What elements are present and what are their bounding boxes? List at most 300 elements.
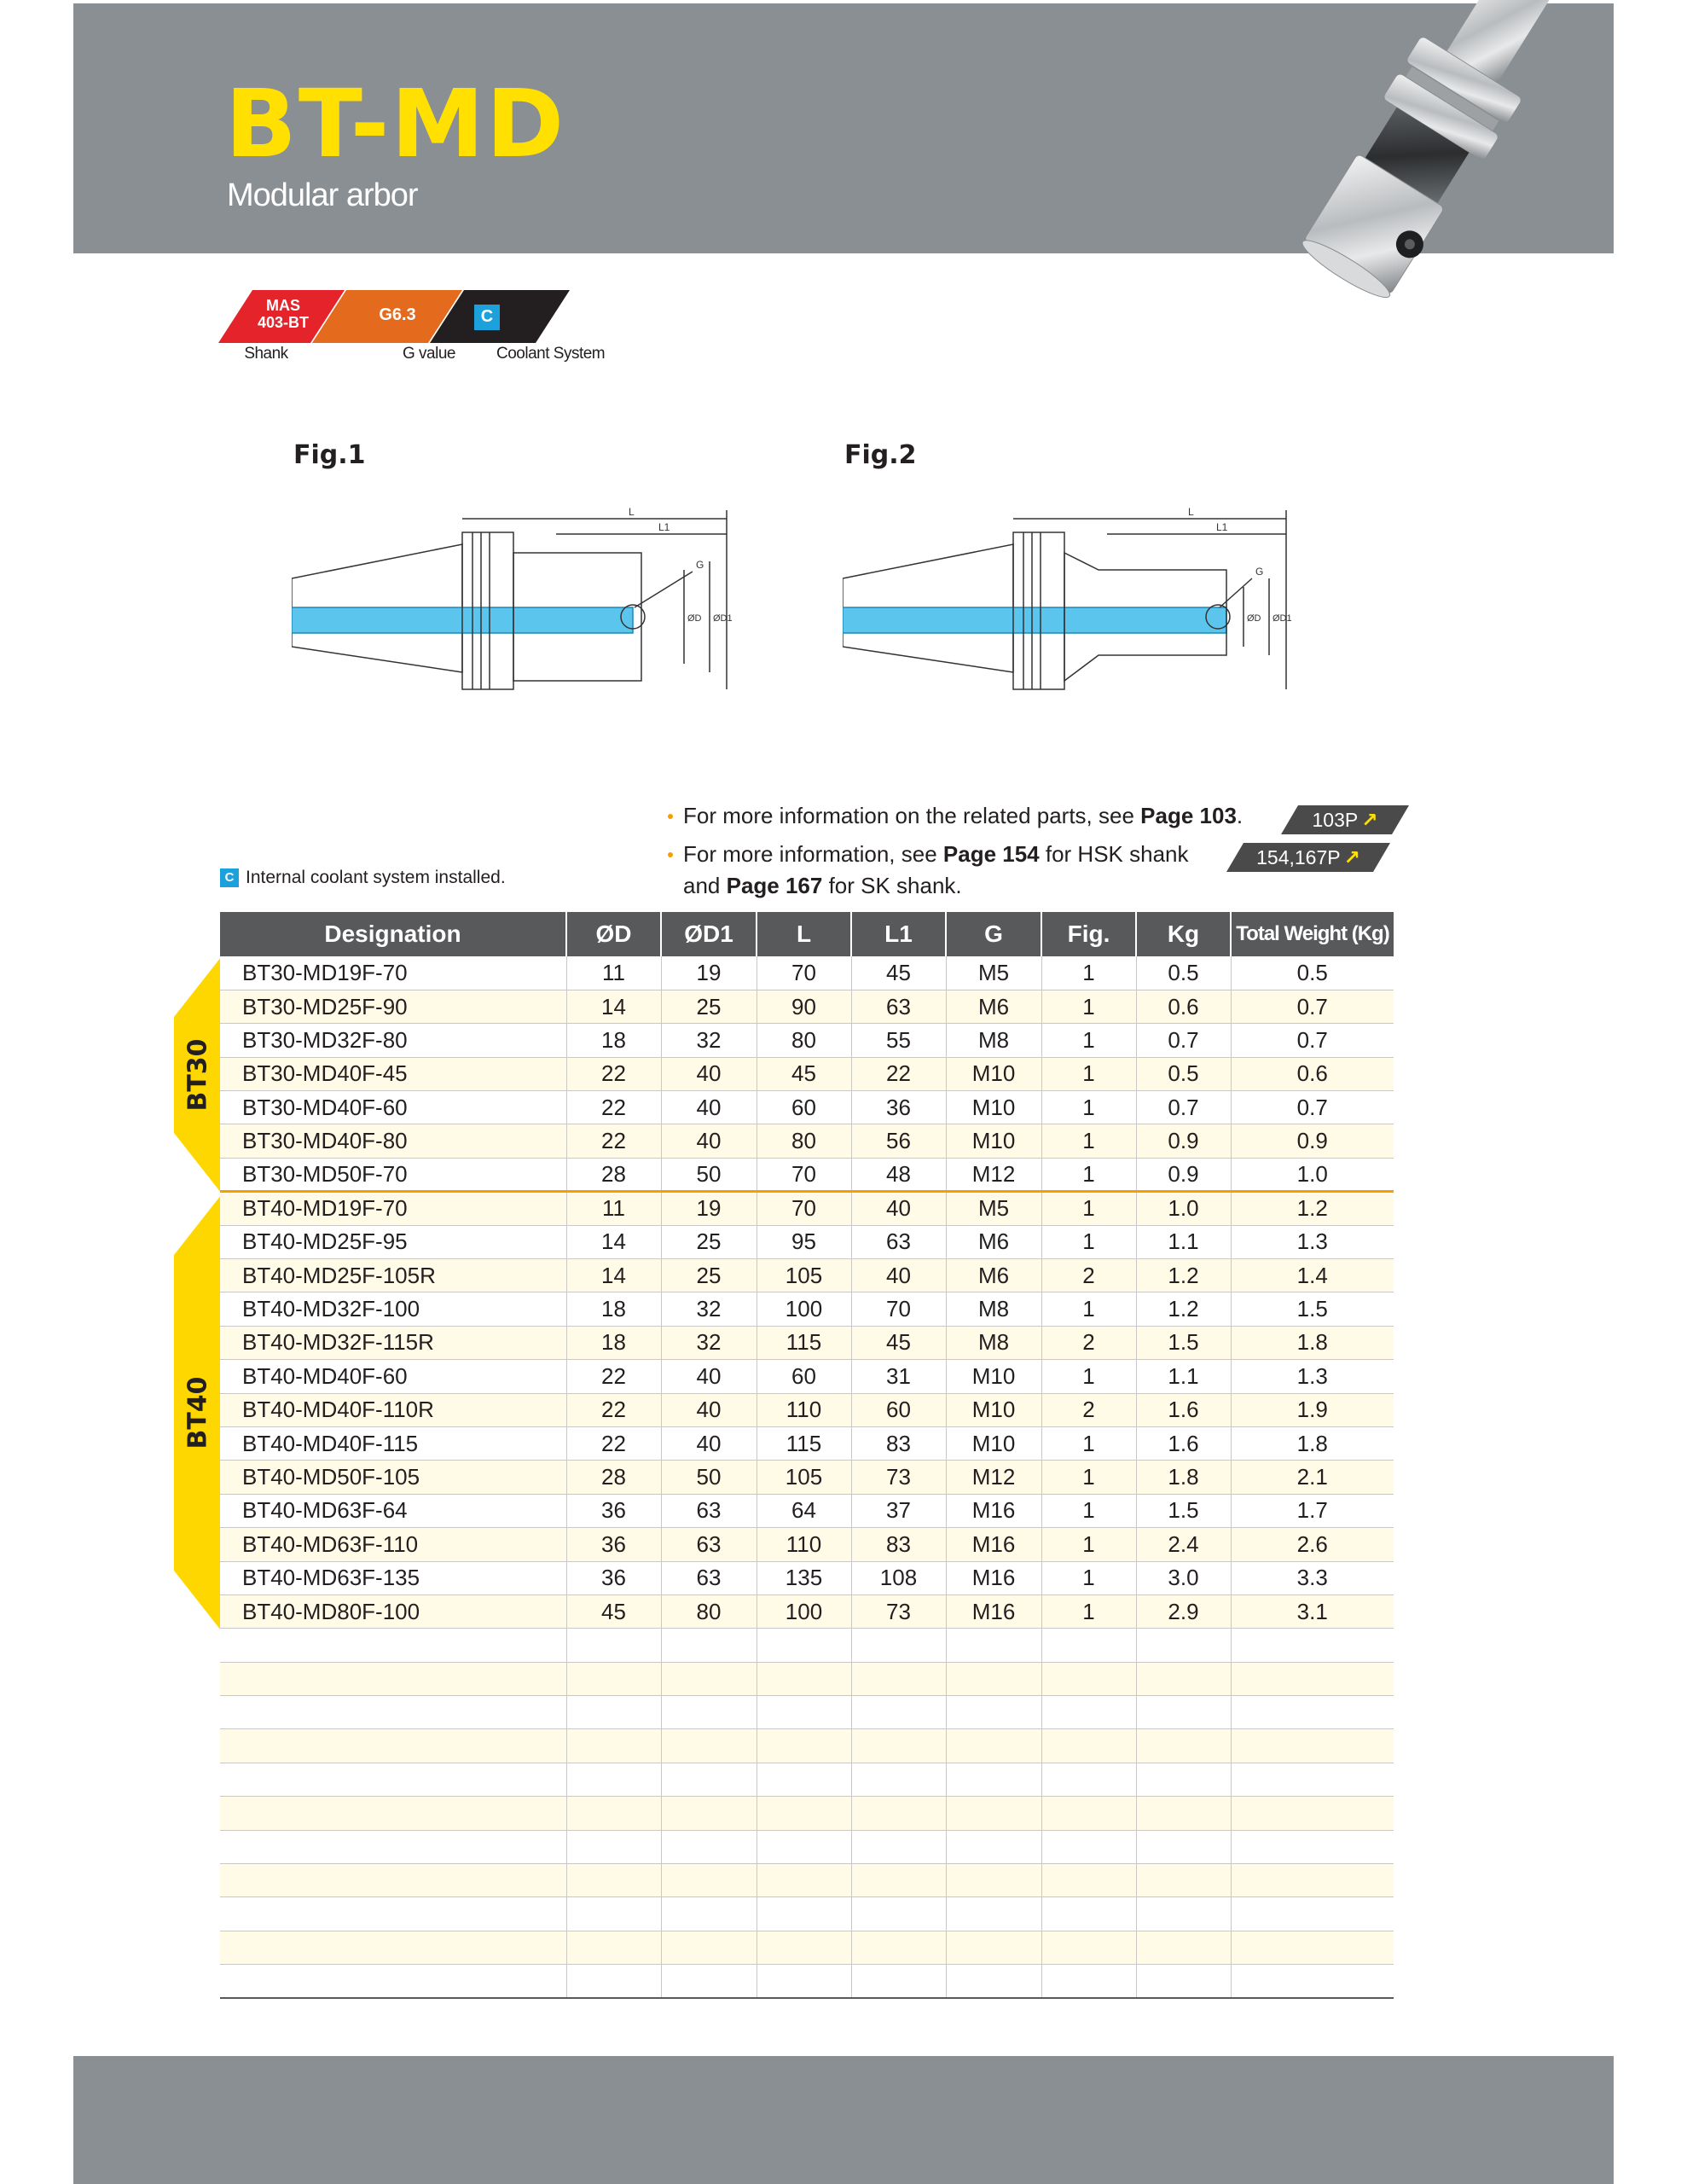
table-cell-empty [851, 1897, 946, 1931]
table-cell-empty [566, 1931, 661, 1964]
col-header-g: G [946, 912, 1041, 956]
table-cell-empty [1041, 1830, 1136, 1863]
table-cell: 1.5 [1136, 1326, 1231, 1359]
table-cell-empty [1231, 1965, 1394, 1998]
table-cell-empty [220, 1763, 566, 1796]
col-header-fig: Fig. [1041, 912, 1136, 956]
table-cell: 2.9 [1136, 1594, 1231, 1628]
table-cell: 3.3 [1231, 1561, 1394, 1594]
table-cell-empty [1041, 1931, 1136, 1964]
page-103-ref: Page 103 [1140, 803, 1237, 828]
table-cell-empty [757, 1729, 851, 1763]
table-cell-empty [1041, 1864, 1136, 1897]
table-cell-empty [757, 1864, 851, 1897]
table-cell: 32 [661, 1024, 757, 1057]
table-cell: 1 [1041, 1494, 1136, 1527]
page-tag-154-167[interactable]: 154,167P ↗ [1226, 843, 1390, 872]
table-cell: 22 [566, 1360, 661, 1393]
table-cell: 48 [851, 1158, 946, 1191]
table-cell-empty [946, 1931, 1041, 1964]
table-cell-empty [1041, 1763, 1136, 1796]
table-cell: 110 [757, 1528, 851, 1561]
table-cell-empty [1041, 1797, 1136, 1830]
table-cell: 63 [851, 990, 946, 1023]
table-cell-empty [1136, 1897, 1231, 1931]
table-cell-empty [1231, 1763, 1394, 1796]
table-cell-empty [566, 1864, 661, 1897]
table-cell: 2 [1041, 1259, 1136, 1292]
table-cell-empty [851, 1696, 946, 1729]
table-cell: 1.0 [1136, 1192, 1231, 1225]
table-cell: 2.6 [1231, 1528, 1394, 1561]
fig1-drawing [292, 502, 769, 715]
coolant-badge-text: C [480, 307, 494, 326]
table-cell-empty [566, 1662, 661, 1695]
table-cell: M5 [946, 956, 1041, 990]
group-tab-bt30: BT30 [174, 957, 222, 1193]
svg-text:ØD: ØD [1247, 613, 1261, 624]
table-cell-empty [566, 1830, 661, 1863]
table-cell: 80 [757, 1124, 851, 1158]
table-cell: 25 [661, 1259, 757, 1292]
table-cell-empty [566, 1696, 661, 1729]
table-cell: 14 [566, 990, 661, 1023]
table-cell: 1.4 [1231, 1259, 1394, 1292]
table-cell: M10 [946, 1057, 1041, 1090]
page-subtitle: Modular arbor [227, 177, 418, 213]
table-cell-empty [220, 1696, 566, 1729]
col-header-total-weight: Total Weight (Kg) [1231, 912, 1394, 956]
table-cell-empty [1136, 1696, 1231, 1729]
table-cell: 40 [661, 1124, 757, 1158]
table-cell-empty [566, 1897, 661, 1931]
col-header-od: ØD [566, 912, 661, 956]
table-cell: 40 [661, 1057, 757, 1090]
table-row-empty [220, 1763, 1394, 1796]
svg-text:G: G [696, 559, 704, 571]
table-cell: 63 [661, 1528, 757, 1561]
table-cell: 28 [566, 1461, 661, 1494]
table-row-empty [220, 1897, 1394, 1931]
table-cell-empty [1231, 1931, 1394, 1964]
spec-table [220, 912, 1394, 1999]
svg-text:G: G [1255, 566, 1264, 578]
g-value-badge-text: G6.3 [379, 305, 416, 324]
table-cell: 1.5 [1136, 1494, 1231, 1527]
table-cell-empty [851, 1662, 946, 1695]
table-row [220, 1461, 1394, 1494]
table-cell: BT30-MD19F-70 [220, 956, 566, 990]
product-image [1232, 0, 1573, 358]
table-cell: 80 [661, 1594, 757, 1628]
table-cell: BT40-MD63F-110 [220, 1528, 566, 1561]
table-cell: 63 [661, 1561, 757, 1594]
table-cell-empty [1041, 1965, 1136, 1998]
table-row [220, 1124, 1394, 1158]
table-row-empty [220, 1729, 1394, 1763]
table-cell: M16 [946, 1528, 1041, 1561]
table-cell: 63 [661, 1494, 757, 1527]
table-cell: 11 [566, 956, 661, 990]
table-cell-empty [851, 1763, 946, 1796]
table-cell: 1 [1041, 1225, 1136, 1258]
table-cell-empty [757, 1965, 851, 1998]
table-cell-empty [1231, 1662, 1394, 1695]
table-cell: 2.1 [1231, 1461, 1394, 1494]
table-cell-empty [1041, 1729, 1136, 1763]
table-cell: M6 [946, 1225, 1041, 1258]
table-cell-empty [1136, 1763, 1231, 1796]
table-row-empty [220, 1797, 1394, 1830]
table-cell: BT40-MD19F-70 [220, 1192, 566, 1225]
table-cell: 36 [566, 1528, 661, 1561]
fig2-drawing [843, 502, 1320, 715]
table-cell: BT30-MD25F-90 [220, 990, 566, 1023]
note-shank-pages: For more information, see Page 154 for HSK shank and Page 167 for SK shank. [666, 839, 1314, 902]
table-cell: 95 [757, 1225, 851, 1258]
table-cell: 1.8 [1136, 1461, 1231, 1494]
page-title: BT-MD [225, 69, 566, 178]
table-cell: 19 [661, 956, 757, 990]
table-cell: 36 [566, 1561, 661, 1594]
table-cell: 2 [1041, 1326, 1136, 1359]
table-cell-empty [661, 1897, 757, 1931]
table-cell: 1.3 [1231, 1225, 1394, 1258]
arrow-up-right-icon: ↗ [1343, 846, 1360, 868]
table-cell: 2.4 [1136, 1528, 1231, 1561]
table-cell: 63 [851, 1225, 946, 1258]
table-cell: M10 [946, 1393, 1041, 1426]
table-cell: M10 [946, 1124, 1041, 1158]
table-cell: 22 [851, 1057, 946, 1090]
table-cell: 37 [851, 1494, 946, 1527]
table-cell-empty [946, 1763, 1041, 1796]
table-cell-empty [757, 1897, 851, 1931]
table-cell-empty [851, 1965, 946, 1998]
table-cell: 108 [851, 1561, 946, 1594]
table-cell: 0.7 [1136, 1091, 1231, 1124]
table-cell-empty [946, 1729, 1041, 1763]
table-cell: 22 [566, 1091, 661, 1124]
table-cell: 1 [1041, 1528, 1136, 1561]
spec-badges [218, 290, 662, 375]
table-row [220, 1326, 1394, 1359]
table-cell: 25 [661, 1225, 757, 1258]
table-cell: 40 [661, 1426, 757, 1460]
table-row [220, 956, 1394, 990]
table-cell-empty [566, 1965, 661, 1998]
table-cell-empty [946, 1965, 1041, 1998]
table-cell-empty [220, 1797, 566, 1830]
table-cell: 3.1 [1231, 1594, 1394, 1628]
reference-notes [666, 800, 1314, 902]
table-cell: 83 [851, 1528, 946, 1561]
table-cell-empty [1136, 1629, 1231, 1662]
table-row [220, 1192, 1394, 1225]
svg-text:L1: L1 [1216, 521, 1228, 533]
table-cell: M8 [946, 1326, 1041, 1359]
table-cell: 1 [1041, 1057, 1136, 1090]
table-cell: 1.1 [1136, 1360, 1231, 1393]
table-cell: 105 [757, 1259, 851, 1292]
table-cell: 0.9 [1231, 1124, 1394, 1158]
table-row [220, 1393, 1394, 1426]
table-cell: BT40-MD32F-100 [220, 1292, 566, 1326]
table-cell: 45 [566, 1594, 661, 1628]
table-cell-empty [757, 1696, 851, 1729]
table-cell: 70 [757, 1192, 851, 1225]
table-cell: 25 [661, 990, 757, 1023]
table-row-empty [220, 1662, 1394, 1695]
table-cell-empty [1041, 1696, 1136, 1729]
table-cell-empty [220, 1830, 566, 1863]
table-cell: M16 [946, 1494, 1041, 1527]
table-cell-empty [661, 1662, 757, 1695]
table-cell-empty [946, 1864, 1041, 1897]
table-cell: 0.9 [1136, 1124, 1231, 1158]
svg-text:L1: L1 [658, 521, 670, 533]
page-tag-103[interactable]: 103P ↗ [1281, 805, 1409, 834]
table-cell: 1 [1041, 1426, 1136, 1460]
arrow-up-right-icon: ↗ [1361, 809, 1378, 831]
catalog-page [73, 0, 1614, 2184]
table-cell: 0.6 [1231, 1057, 1394, 1090]
table-cell: 18 [566, 1326, 661, 1359]
table-cell: 50 [661, 1461, 757, 1494]
table-cell: 32 [661, 1326, 757, 1359]
table-cell: BT40-MD63F-135 [220, 1561, 566, 1594]
table-row-empty [220, 1629, 1394, 1662]
table-cell-empty [1136, 1797, 1231, 1830]
table-row-empty [220, 1965, 1394, 1998]
table-cell: 55 [851, 1024, 946, 1057]
table-cell: 135 [757, 1561, 851, 1594]
table-cell: 1.9 [1231, 1393, 1394, 1426]
svg-text:L: L [1188, 506, 1194, 518]
table-row [220, 1292, 1394, 1326]
table-row-empty [220, 1864, 1394, 1897]
group-tab-bt40: BT40 [174, 1195, 222, 1630]
table-cell: 50 [661, 1158, 757, 1191]
table-cell-empty [1136, 1830, 1231, 1863]
table-cell-empty [851, 1629, 946, 1662]
table-cell: 36 [566, 1494, 661, 1527]
table-row [220, 990, 1394, 1023]
table-cell: 22 [566, 1426, 661, 1460]
table-cell-empty [661, 1931, 757, 1964]
table-cell-empty [1231, 1830, 1394, 1863]
table-cell: 3.0 [1136, 1561, 1231, 1594]
svg-text:ØD1: ØD1 [1272, 613, 1292, 624]
page-167-ref: Page 167 [726, 873, 823, 898]
table-cell: 1.7 [1231, 1494, 1394, 1527]
table-cell: 1 [1041, 1360, 1136, 1393]
table-cell: 1 [1041, 1024, 1136, 1057]
table-cell-empty [1041, 1897, 1136, 1931]
shank-label: Shank [244, 345, 288, 363]
table-cell: BT40-MD40F-110R [220, 1393, 566, 1426]
table-row [220, 1494, 1394, 1527]
table-cell-empty [1231, 1864, 1394, 1897]
table-cell: 1 [1041, 990, 1136, 1023]
table-cell: 0.7 [1231, 1091, 1394, 1124]
table-cell: 0.9 [1136, 1158, 1231, 1191]
note-related-parts: For more information on the related parts, see Page 103. [666, 800, 1314, 832]
table-cell-empty [661, 1797, 757, 1830]
coolant-note-text: Internal coolant system installed. [246, 868, 506, 887]
table-cell: 40 [661, 1091, 757, 1124]
table-cell: 40 [851, 1259, 946, 1292]
table-cell: 22 [566, 1057, 661, 1090]
table-cell-empty [946, 1830, 1041, 1863]
table-cell-empty [1136, 1965, 1231, 1998]
table-cell-empty [566, 1729, 661, 1763]
table-cell: 115 [757, 1326, 851, 1359]
table-cell-empty [757, 1629, 851, 1662]
table-cell: 110 [757, 1393, 851, 1426]
table-cell: 1.8 [1231, 1426, 1394, 1460]
table-cell: M12 [946, 1158, 1041, 1191]
table-cell: BT40-MD50F-105 [220, 1461, 566, 1494]
table-cell: M8 [946, 1024, 1041, 1057]
table-row-empty [220, 1830, 1394, 1863]
table-cell: 0.5 [1136, 956, 1231, 990]
table-cell-empty [851, 1931, 946, 1964]
table-cell: BT40-MD40F-60 [220, 1360, 566, 1393]
table-cell: 100 [757, 1292, 851, 1326]
table-cell-empty [851, 1864, 946, 1897]
table-cell-empty [757, 1763, 851, 1796]
table-cell: 22 [566, 1393, 661, 1426]
table-cell: BT30-MD40F-80 [220, 1124, 566, 1158]
table-row [220, 1528, 1394, 1561]
table-cell: 32 [661, 1292, 757, 1326]
table-cell: 40 [851, 1192, 946, 1225]
table-cell-empty [1231, 1696, 1394, 1729]
table-cell-empty [220, 1931, 566, 1964]
table-cell-empty [1041, 1629, 1136, 1662]
col-header-l: L [757, 912, 851, 956]
table-cell: 56 [851, 1124, 946, 1158]
table-cell: 0.7 [1231, 990, 1394, 1023]
table-cell: 1 [1041, 1192, 1136, 1225]
table-cell: 64 [757, 1494, 851, 1527]
table-cell: M16 [946, 1594, 1041, 1628]
table-cell: BT40-MD80F-100 [220, 1594, 566, 1628]
table-cell: M10 [946, 1091, 1041, 1124]
table-cell-empty [757, 1931, 851, 1964]
table-cell: 60 [851, 1393, 946, 1426]
table-cell-empty [1136, 1729, 1231, 1763]
table-row [220, 1091, 1394, 1124]
table-cell: 45 [851, 956, 946, 990]
table-cell-empty [1231, 1629, 1394, 1662]
table-row [220, 1158, 1394, 1191]
table-cell-empty [220, 1629, 566, 1662]
table-cell-empty [1136, 1864, 1231, 1897]
table-cell-empty [946, 1797, 1041, 1830]
table-cell-empty [1231, 1729, 1394, 1763]
table-cell: M8 [946, 1292, 1041, 1326]
table-cell: 105 [757, 1461, 851, 1494]
table-cell: M12 [946, 1461, 1041, 1494]
table-cell: 11 [566, 1192, 661, 1225]
table-cell: 1.2 [1136, 1292, 1231, 1326]
table-cell: 60 [757, 1360, 851, 1393]
table-cell: 115 [757, 1426, 851, 1460]
table-cell-empty [220, 1965, 566, 1998]
table-cell: 40 [661, 1360, 757, 1393]
table-cell: 1 [1041, 1561, 1136, 1594]
table-cell-empty [757, 1830, 851, 1863]
table-cell-empty [566, 1763, 661, 1796]
table-cell-empty [1231, 1797, 1394, 1830]
g-value-label: G value [403, 345, 455, 363]
table-cell: 1 [1041, 1594, 1136, 1628]
table-row [220, 1594, 1394, 1628]
table-cell-empty [220, 1864, 566, 1897]
col-header-kg: Kg [1136, 912, 1231, 956]
table-cell: 1 [1041, 1158, 1136, 1191]
table-cell: 40 [661, 1393, 757, 1426]
table-cell-empty [661, 1830, 757, 1863]
table-cell-empty [661, 1864, 757, 1897]
table-cell: 1.5 [1231, 1292, 1394, 1326]
table-cell: M16 [946, 1561, 1041, 1594]
table-cell-empty [566, 1797, 661, 1830]
table-cell: 1.6 [1136, 1426, 1231, 1460]
table-cell: 70 [757, 956, 851, 990]
table-cell-empty [851, 1729, 946, 1763]
table-cell-empty [661, 1629, 757, 1662]
table-cell: 1.1 [1136, 1225, 1231, 1258]
table-cell: 18 [566, 1292, 661, 1326]
table-cell: 1.0 [1231, 1158, 1394, 1191]
table-cell: 73 [851, 1594, 946, 1628]
table-row-empty [220, 1931, 1394, 1964]
coolant-icon: C [220, 868, 239, 887]
table-cell: 1 [1041, 1091, 1136, 1124]
table-row [220, 1259, 1394, 1292]
table-cell-empty [1136, 1931, 1231, 1964]
table-cell-empty [661, 1965, 757, 1998]
coolant-system-label: Coolant System [496, 345, 606, 363]
table-cell-empty [757, 1797, 851, 1830]
shank-badge-text: MAS 403-BT [257, 297, 310, 331]
col-header-l1: L1 [851, 912, 946, 956]
table-cell: 22 [566, 1124, 661, 1158]
table-cell: M10 [946, 1426, 1041, 1460]
table-cell: 1.6 [1136, 1393, 1231, 1426]
coolant-note [220, 868, 506, 888]
table-cell: 1.2 [1136, 1259, 1231, 1292]
table-cell-empty [946, 1696, 1041, 1729]
svg-text:ØD: ØD [687, 613, 702, 624]
table-cell-empty [661, 1729, 757, 1763]
table-cell-empty [1136, 1662, 1231, 1695]
table-row [220, 1024, 1394, 1057]
table-cell-empty [851, 1830, 946, 1863]
table-cell-empty [946, 1897, 1041, 1931]
table-cell-empty [220, 1729, 566, 1763]
table-cell: 73 [851, 1461, 946, 1494]
table-row [220, 1057, 1394, 1090]
table-cell: 0.5 [1231, 956, 1394, 990]
table-cell-empty [851, 1797, 946, 1830]
table-cell: M6 [946, 990, 1041, 1023]
table-cell: 80 [757, 1024, 851, 1057]
table-cell: 90 [757, 990, 851, 1023]
